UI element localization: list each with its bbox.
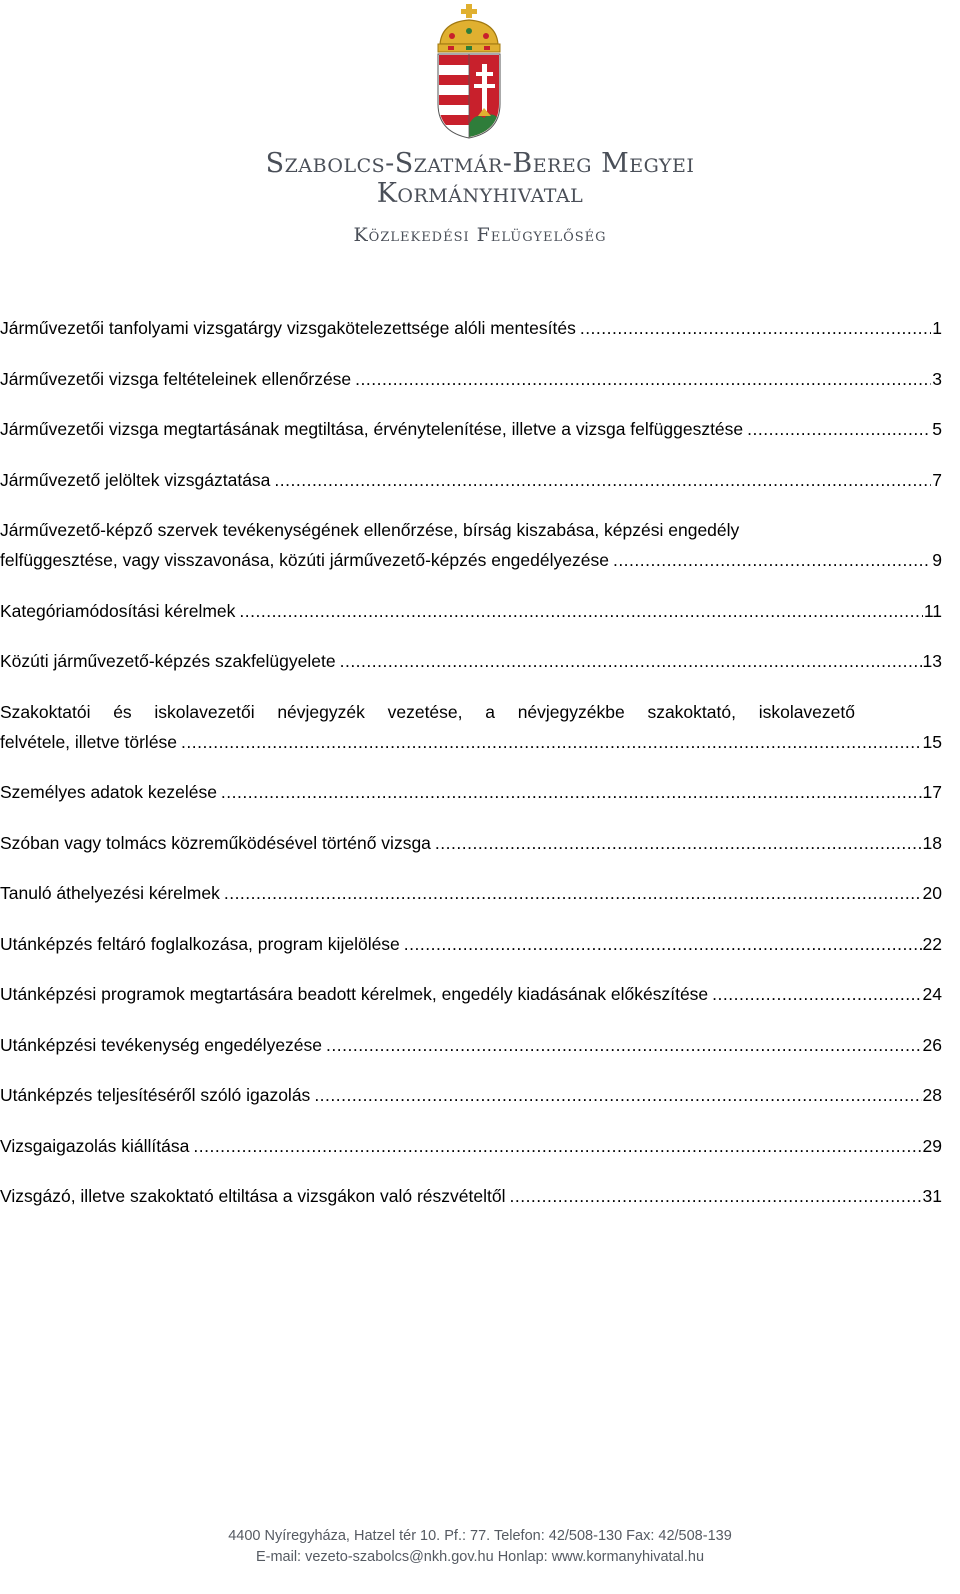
toc-entry-title: Utánképzés feltáró foglalkozása, program kijelölése [0, 933, 400, 954]
toc-line [0, 880, 942, 906]
toc-entry[interactable] [0, 517, 942, 573]
toc-entry[interactable] [0, 1133, 942, 1159]
toc-leader-dots [221, 779, 922, 805]
organization-name-line1: Szabolcs-Szatmár-Bereg Megyei [265, 148, 695, 179]
toc-page-number: 7 [932, 469, 942, 490]
toc-page-number: 31 [922, 1186, 942, 1206]
toc-entry-title: Vizsgaigazolás kiállítása [0, 1135, 190, 1156]
toc-page-number: 22 [922, 933, 942, 954]
hungarian-coat-of-arms-icon [434, 4, 504, 140]
toc-leader-dots [274, 467, 931, 493]
toc-leader-dots [404, 931, 922, 957]
toc-line [0, 729, 942, 755]
toc-leader-dots [355, 366, 931, 392]
toc-line [0, 315, 942, 341]
toc-line [0, 366, 942, 392]
toc-page-number: 18 [922, 832, 942, 853]
toc-leader-dots [314, 1082, 921, 1108]
toc-entry-title-line1: Szakoktatói és iskolavezetői névjegyzék vezetése, a névjegyzékbe szakoktató, iskolavezető [0, 701, 855, 722]
toc-entry[interactable] [0, 315, 942, 341]
toc-leader-dots [580, 315, 931, 341]
toc-page-number: 15 [922, 731, 942, 752]
toc-leader-dots [712, 981, 921, 1007]
toc-line [0, 1082, 942, 1108]
toc-entry[interactable] [0, 981, 942, 1007]
toc-leader-dots [340, 648, 922, 674]
toc-page-number: 5 [932, 419, 942, 439]
toc-page-number: 17 [922, 782, 942, 802]
document-header [0, 0, 960, 260]
toc-line [0, 981, 942, 1007]
toc-entry[interactable] [0, 416, 942, 442]
toc-entry-title: felvétele, illetve törlése [0, 731, 178, 752]
toc-line [0, 467, 942, 493]
toc-leader-dots [181, 729, 921, 755]
toc-entry[interactable] [0, 1183, 942, 1209]
toc-entry-title: Járművezetői vizsga megtartásának megtiltása, érvénytelenítése, illetve a vizsga felfüggesztése [0, 419, 744, 439]
toc-leader-dots [747, 416, 931, 442]
toc-line [0, 779, 942, 805]
table-of-contents [0, 315, 942, 1234]
toc-page-number: 29 [922, 1135, 942, 1156]
toc-line [0, 416, 942, 442]
toc-entry-title: Kategóriamódosítási kérelmek [0, 600, 236, 621]
toc-entry-title: Szóban vagy tolmács közreműködésével történő vizsga [0, 832, 431, 853]
toc-entry-title: Járművezetői vizsga feltételeinek ellenőrzése [0, 368, 352, 389]
footer-contact: E-mail: vezeto-szabolcs@nkh.gov.hu Honlap: www.kormanyhivatal.hu [255, 1549, 705, 1565]
toc-leader-dots [326, 1032, 922, 1058]
toc-entry-title: Járművezetői tanfolyami vizsgatárgy vizsgakötelezettsége alóli mentesítés [0, 318, 576, 338]
toc-line [0, 1032, 942, 1058]
toc-page-number: 9 [932, 550, 942, 570]
toc-entry-title: Tanuló áthelyezési kérelmek [0, 883, 220, 903]
toc-line [0, 598, 942, 624]
toc-leader-dots [509, 1183, 921, 1209]
toc-entry-title: Utánképzési programok megtartására beadott kérelmek, engedély kiadásának előkészítése [0, 984, 709, 1004]
toc-entry[interactable] [0, 648, 942, 674]
toc-entry-title: felfüggesztése, vagy visszavonása, közúti járművezető-képzés engedélyezése [0, 550, 609, 570]
department-name: Közlekedési Felügyelőség [353, 224, 607, 246]
toc-page-number: 3 [932, 368, 942, 389]
toc-page-number: 1 [932, 318, 942, 338]
toc-entry[interactable] [0, 880, 942, 906]
toc-line [0, 547, 942, 573]
toc-line [0, 931, 942, 957]
toc-entry-title: Utánképzés teljesítéséről szóló igazolás [0, 1085, 311, 1105]
toc-page-number: 11 [923, 600, 942, 621]
toc-entry[interactable] [0, 598, 942, 624]
toc-line [0, 1133, 942, 1159]
toc-page-number: 26 [922, 1034, 942, 1055]
toc-leader-dots [224, 880, 922, 906]
toc-line [0, 830, 942, 856]
toc-entry-title: Vizsgázó, illetve szakoktató eltiltása a vizsgákon való részvételtől [0, 1186, 506, 1206]
toc-entry-title: Közúti járművezető-képzés szakfelügyelete [0, 651, 336, 671]
toc-entry-title: Járművezető jelöltek vizsgáztatása [0, 469, 271, 490]
toc-page-number: 20 [922, 883, 942, 903]
toc-leader-dots [193, 1133, 921, 1159]
toc-entry[interactable] [0, 1032, 942, 1058]
document-footer [0, 1526, 960, 1568]
toc-leader-dots [435, 830, 922, 856]
toc-entry[interactable] [0, 931, 942, 957]
toc-entry-title-line1: Járművezető-képző szervek tevékenységének ellenőrzése, bírság kiszabása, képzési engedély [0, 520, 740, 540]
toc-entry[interactable] [0, 366, 942, 392]
toc-entry-title: Utánképzési tevékenység engedélyezése [0, 1034, 323, 1055]
toc-entry[interactable] [0, 699, 942, 755]
toc-entry[interactable] [0, 830, 942, 856]
toc-leader-dots [613, 547, 931, 573]
toc-leader-dots [239, 598, 922, 624]
toc-entry[interactable] [0, 779, 942, 805]
toc-page-number: 24 [922, 984, 942, 1004]
toc-line [0, 1183, 942, 1209]
organization-name-line2: Kormányhivatal [376, 178, 584, 209]
toc-page-number: 28 [922, 1085, 942, 1105]
toc-entry[interactable] [0, 1082, 942, 1108]
footer-address: 4400 Nyíregyháza, Hatzel tér 10. Pf.: 77. Telefon: 42/508-130 Fax: 42/508-139 [228, 1528, 732, 1544]
toc-page-number: 13 [922, 651, 942, 671]
toc-entry[interactable] [0, 467, 942, 493]
toc-line [0, 648, 942, 674]
toc-entry-title: Személyes adatok kezelése [0, 782, 217, 802]
